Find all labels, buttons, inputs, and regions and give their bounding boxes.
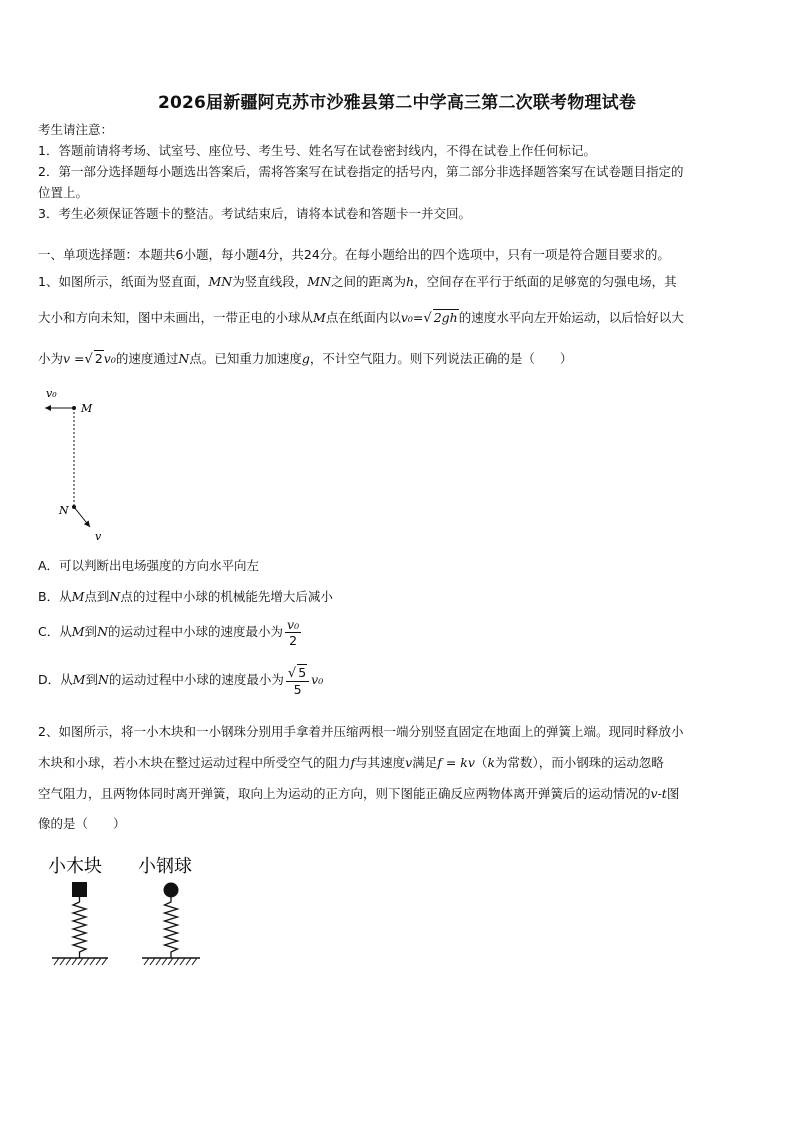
- q1-figure: [38, 385, 128, 545]
- q2-line-3: 空气阻力，且两物体同时离开弹簧，取向上为运动的正方向，则下图能正确反应两物体离开弹簧后的运动情况的v-t图: [38, 786, 680, 801]
- notice-heading: 考生请注意：: [38, 122, 114, 137]
- q2-figure: [44, 848, 214, 973]
- fig-m-label: M: [81, 402, 93, 415]
- notice-3: 3．考生必须保证答题卡的整洁。考试结束后，请将本试卷和答题卡一并交回。: [38, 206, 471, 221]
- notice-2-cont: 位置上。: [38, 185, 89, 200]
- q1-option-a: A．可以判断出电场强度的方向水平向左: [38, 558, 260, 573]
- q2-line-4: 像的是（ ）: [38, 816, 126, 831]
- q1-option-c: C．从M到N的运动过程中小球的速度最小为 $\frac{\text{v₀}}{2}$: [38, 617, 300, 648]
- q1-option-b: B．从M点到N点的过程中小球的机械能先增大后减小: [38, 589, 333, 604]
- steel-ball: [164, 883, 179, 898]
- section-heading: 一、单项选择题：本题共6小题，每小题4分，共24分。在每小题给出的四个选项中，只有一项是符合题目要求的。: [38, 247, 670, 262]
- steel-ball-label: 小钢球: [138, 856, 192, 877]
- q1-option-d: D．从M到N的运动过程中小球的速度最小为 $\frac{√ 5}{5}$ v₀: [38, 665, 324, 697]
- wood-block-label: 小木块: [48, 856, 102, 877]
- q1-line-3: 小为v =√ 2v₀的速度通过N点。已知重力加速度g，不计空气阻力。则下列说法正确的是（ ）: [38, 351, 573, 367]
- ground-left-hatch: [54, 958, 107, 965]
- q2-line-1: 2、如图所示，将一小木块和一小钢珠分别用手拿着并压缩两根一端分别竖直固定在地面上的弹簧上端。现同时释放小: [38, 724, 684, 739]
- fig-v0-label: v₀: [46, 387, 57, 400]
- fig-v-label: v: [95, 530, 102, 543]
- q2-line-2: 木块和小球，若小木块在整过运动过程中所受空气的阻力f与其速度v满足f = kv（k为常数），而小钢珠的运动忽略: [38, 755, 664, 770]
- wood-block: [72, 882, 87, 897]
- q1-line-1: 1、如图所示，纸面为竖直面，MN为竖直线段，MN之间的距离为h，空间存在平行于纸面的足够宽的匀强电场，其: [38, 274, 677, 289]
- ground-right-hatch: [144, 958, 197, 965]
- fig-n-label: N: [59, 504, 69, 517]
- v-arrow: [74, 507, 90, 527]
- steel-spring: [165, 897, 178, 958]
- notice-1: 1．答题前请将考场、试室号、座位号、考生号、姓名写在试卷密封线内，不得在试卷上作任何标记。: [38, 143, 596, 158]
- wood-spring: [73, 897, 86, 958]
- exam-title: 2026届新疆阿克苏市沙雅县第二中学高三第二次联考物理试卷: [157, 93, 637, 113]
- notice-2: 2．第一部分选择题每小题选出答案后，需将答案写在试卷指定的括号内，第二部分非选择题答案写在试卷题目指定的: [38, 164, 684, 179]
- q1-line-2: 大小和方向未知，图中未画出，一带正电的小球从M点在纸面内以v₀=√ 2gh的速度水平向左开始运动，以后恰好以大: [38, 310, 684, 326]
